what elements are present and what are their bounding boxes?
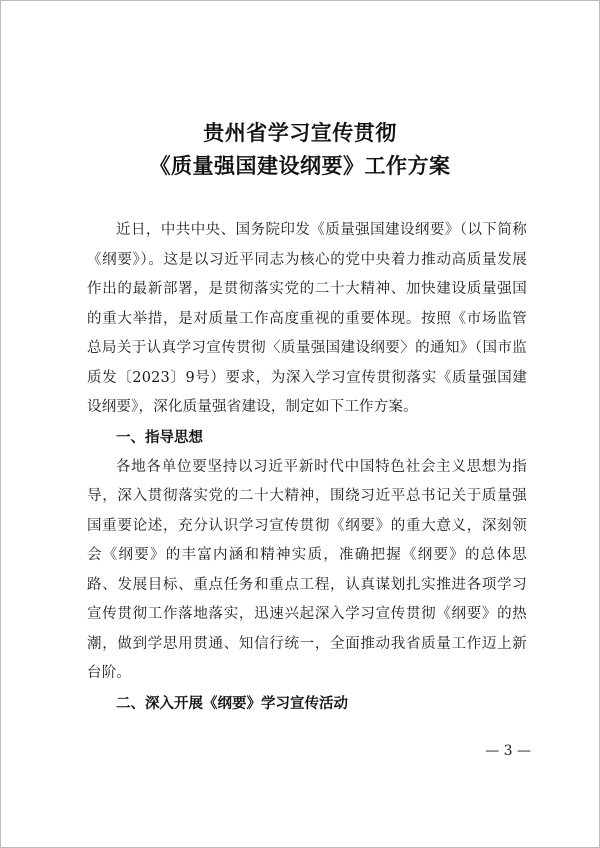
document-body xyxy=(87,216,527,719)
intro-paragraph: 近日，中共中央、国务院印发《质量强国建设纲要》（以下简称《纲要》）。这是以习近平同志为核心的党中央着力推动高质量发展作出的最新部署，是贯彻落实党的二十大精神、加快建设质量强国的重大举措，是对质量工作高度重视的重要体现。按照《市场监管总局关于认真学习宣传贯彻〈质量强国建设纲要〉的通知》（国市监质发〔2023〕9号）要求，为深入学习宣传贯彻落实《质量强国建设纲要》，深化质量强省建设，制定如下工作方案。 xyxy=(87,222,527,415)
section-heading-guiding-ideology: 一、指导思想 xyxy=(116,429,203,446)
title-line-2: 《质量强国建设纲要》工作方案 xyxy=(149,153,451,178)
section-heading-study-activities: 二、深入开展《纲要》学习宣传活动 xyxy=(116,695,348,712)
section-paragraph-guiding-ideology: 各地各单位要坚持以习近平新时代中国特色社会主义思想为指导，深入贯彻落实党的二十大精神，围绕习近平总书记关于质量强国重要论述，充分认识学习宣传贯彻《纲要》的重大意义，深刻领会《纲要》的丰富内涵和精神实质，准确把握《纲要》的总体思路、发展目标、重点任务和重点工程，认真谋划扎实推进各项学习宣传贯彻工作落地落实，迅速兴起深入学习宣传贯彻《纲要》的热潮，做到学思用贯通、知信行统一，全面推动我省质量工作迈上新台阶。 xyxy=(87,458,527,681)
title-line-1: 贵州省学习宣传贯彻 xyxy=(203,120,397,145)
page-number: — 3 — xyxy=(485,743,531,759)
document-title xyxy=(1,116,599,182)
